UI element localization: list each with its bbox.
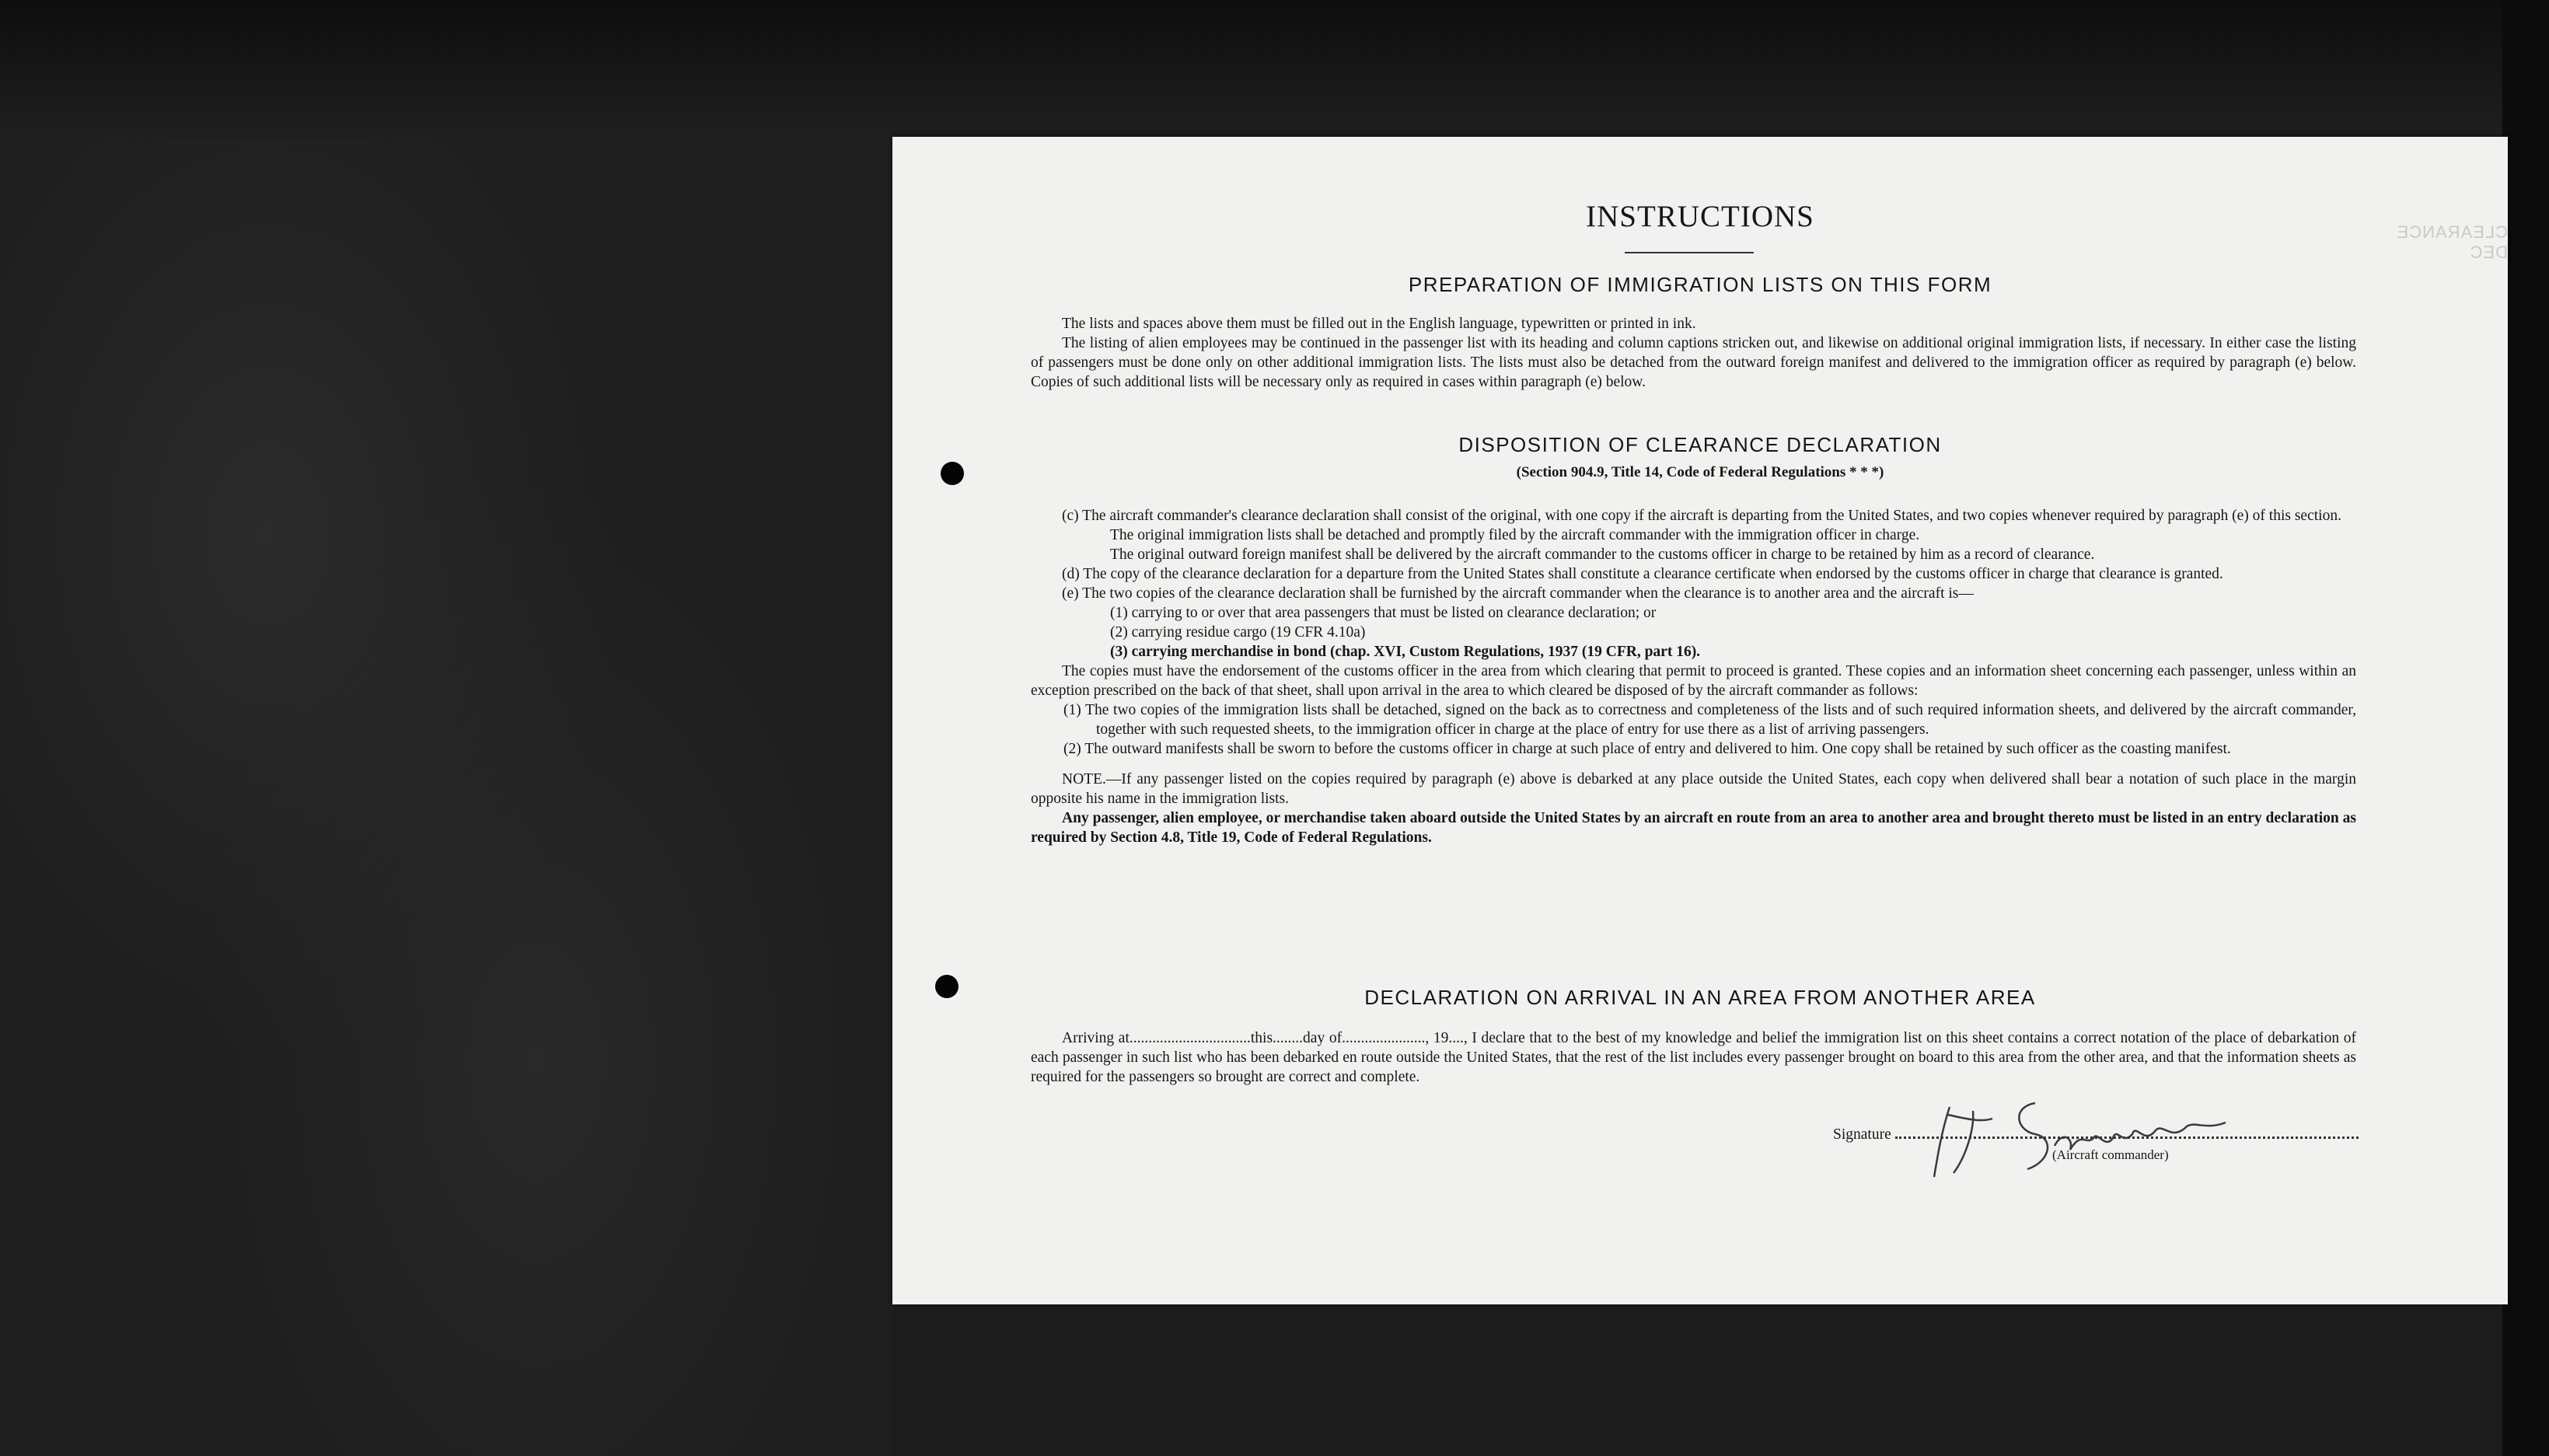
section-body-preparation — [1031, 314, 2356, 392]
paragraph-c2: The original outward foreign manifest shall be delivered by the aircraft commander to the customs officer in charge to be retained by him as a record of clearance. — [1110, 546, 2095, 563]
paragraph-d: (d) The copy of the clearance declaration for a departure from the United States shall constitute a clearance certificate when endorsed by the customs officer in charge that clearance is granted. — [1062, 566, 2223, 582]
section-body-declaration — [1031, 1028, 2356, 1087]
section-heading-preparation: PREPARATION OF IMMIGRATION LISTS ON THIS FORM — [1408, 273, 1992, 296]
paragraph-endorsement: The copies must have the endorsement of the customs officer in the area from which clearing that permit to proceed is granted. These copies and an information sheet concerning each passenger, unless within an exception prescribed on the back of that sheet, shall upon arrival in the area to which cleared be disposed of by the aircraft commander as follows: — [1031, 663, 2356, 699]
section-body-disposition — [1031, 506, 2356, 847]
paragraph-any-passenger: Any passenger, alien employee, or merchandise taken aboard outside the United States by an aircraft en route from an area to another area and brought thereto must be listed in an entry declaration as required by Section 4.8, Title 19, Code of Federal Regulations. — [1031, 810, 2356, 846]
paragraph-e3: (3) carrying merchandise in bond (chap. XVI, Custom Regulations, 1937 (19 CFR, part 16). — [1110, 644, 1701, 660]
scan-background-top — [0, 0, 2549, 140]
section-heading-disposition: DISPOSITION OF CLEARANCE DECLARATION — [1458, 433, 1942, 456]
bleed-through-text: CLEARANCE DEC — [2396, 222, 2508, 262]
signature-label: Signature — [1833, 1126, 1891, 1143]
title-underline — [1625, 252, 1754, 253]
paragraph-c: (c) The aircraft commander's clearance declaration shall consist of the original, with one copy if the aircraft is departing from the United States, and two copies whenever required by paragraph (e) of this section. — [1062, 508, 2341, 524]
paragraph-e2: (2) carrying residue cargo (19 CFR 4.10a) — [1110, 624, 1366, 641]
paragraph-c1: The original immigration lists shall be detached and promptly filed by the aircraft commander with the immigration officer in charge. — [1110, 527, 1920, 543]
document-sheet — [892, 137, 2508, 1304]
paragraph-declaration: Arriving at................................this........day of......................, 19...., I declare that to the best of my knowledge and belief the immigration list on this sheet contains a correct notation of the place of debarkation of each passenger in such list who has been debarked en route outside the United States, that the rest of the list includes every passenger brought on board to this area from the other area, and that the information sheets as required for the passengers so brought are correct and complete. — [1031, 1030, 2356, 1085]
paragraph-e: (e) The two copies of the clearance declaration shall be furnished by the aircraft commander when the clearance is to another area and the aircraft is— — [1062, 585, 1974, 602]
scan-background-left — [0, 140, 894, 1456]
page-title: INSTRUCTIONS — [1586, 200, 1814, 233]
paragraph-note: NOTE.—If any passenger listed on the copies required by paragraph (e) above is debarked at any place outside the United States, each copy when delivered shall bear a notation of such place in the margin opposite his name in the immigration lists. — [1031, 771, 2356, 807]
signature-caption: (Aircraft commander) — [2052, 1147, 2169, 1162]
scan-background-right — [2502, 0, 2549, 1456]
paragraph: The listing of alien employees may be continued in the passenger list with its heading and column captions stricken out, and likewise on additional original immigration lists, if necessary. In either case the listing of passengers must be done only on other additional immigration lists. The lists must also be detached from the outward foreign manifest and delivered to the immigration officer as required by paragraph (e) below. Copies of such additional lists will be necessary only as required in cases within paragraph (e) below. — [1031, 335, 2356, 390]
handwritten-signature — [1919, 1084, 2245, 1185]
section-subheading-regulation: (Section 904.9, Title 14, Code of Federal Regulations * * *) — [1516, 464, 1884, 480]
section-heading-declaration: DECLARATION ON ARRIVAL IN AN AREA FROM ANOTHER AREA — [1364, 986, 2036, 1009]
paragraph: The lists and spaces above them must be filled out in the English language, typewritten or printed in ink. — [1062, 316, 1696, 332]
paragraph-f1: (1) The two copies of the immigration lists shall be detached, signed on the back as to correctness and completeness of the lists and of such required information sheets, and delivered by the aircraft commander, together with such requested sheets, to the immigration officer in charge at the place of entry for use there as a list of arriving passengers. — [1063, 702, 2356, 738]
paragraph-f2: (2) The outward manifests shall be sworn to before the customs officer in charge at such place of entry and delivered to him. One copy shall be retained by such officer as the coasting manifest. — [1063, 741, 2231, 757]
paragraph-e1: (1) carrying to or over that area passengers that must be listed on clearance declaration; or — [1110, 605, 1657, 621]
